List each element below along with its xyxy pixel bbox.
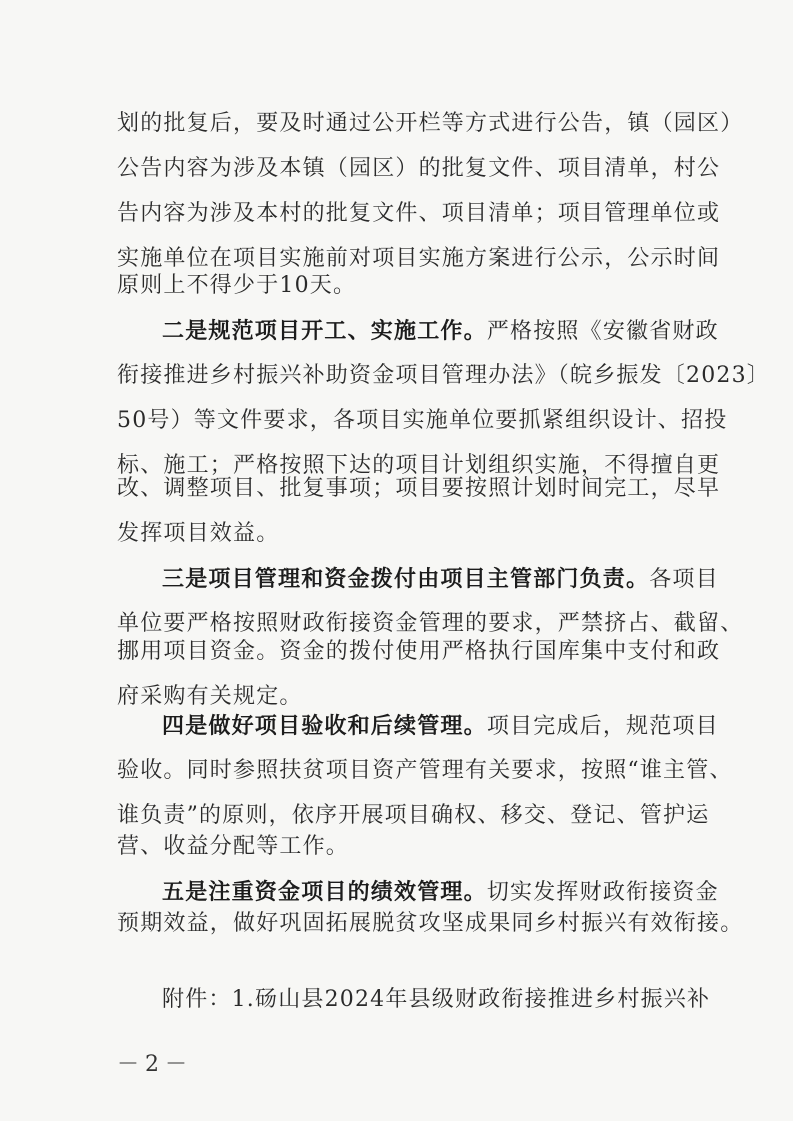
- body-line: 50号）等文件要求，各项目实施单位要抓紧组织设计、招投: [117, 408, 728, 433]
- section-3-first-line: [162, 565, 719, 594]
- body-line: 府采购有关规定。: [117, 684, 303, 709]
- body-line: 公告内容为涉及本镇（园区）的批复文件、项目清单，村公: [117, 156, 721, 181]
- section-5-first-line: [162, 878, 719, 907]
- body-line: 谁负责”的原则，依序开展项目确权、移交、登记、管护运: [117, 803, 710, 828]
- body-line: 挪用项目资金。资金的拨付使用严格执行国库集中支付和政: [117, 639, 721, 664]
- body-line: 发挥项目效益。: [117, 521, 280, 546]
- body-line: 衔接推进乡村振兴补助资金项目管理办法》（皖乡振发〔2023〕: [117, 363, 770, 388]
- body-line: 预期效益，做好巩固拓展脱贫攻坚成果同乡村振兴有效衔接。: [117, 911, 744, 936]
- section-5-lead: 切实发挥财政衔接资金: [486, 880, 719, 905]
- section-2-lead: 严格按照《安徽省财政: [486, 319, 719, 344]
- body-line: 改、调整项目、批复事项；项目要按照计划时间完工，尽早: [117, 476, 721, 501]
- body-line: 验收。同时参照扶贫项目资产管理有关要求，按照“谁主管、: [117, 758, 733, 783]
- body-line: 实施单位在项目实施前对项目实施方案进行公示，公示时间: [117, 246, 721, 271]
- section-3-lead: 各项目: [649, 567, 719, 592]
- section-5-heading: 五是注重资金项目的绩效管理。: [162, 879, 487, 905]
- section-4-first-line: [162, 712, 719, 741]
- body-line: 告内容为涉及本村的批复文件、项目清单；项目管理单位或: [117, 201, 721, 226]
- body-line: 划的批复后，要及时通过公开栏等方式进行公告，镇（园区）: [117, 111, 744, 136]
- body-line: 标、施工；严格按照下达的项目计划组织实施，不得擅自更: [117, 453, 721, 478]
- body-line: 营、收益分配等工作。: [117, 834, 350, 859]
- body-line: 单位要严格按照财政衔接资金管理的要求，严禁挤占、截留、: [117, 611, 744, 636]
- section-4-heading: 四是做好项目验收和后续管理。: [162, 713, 487, 739]
- section-4-lead: 项目完成后，规范项目: [486, 714, 719, 739]
- section-2-heading: 二是规范项目开工、实施工作。: [162, 318, 487, 344]
- section-2-first-line: [162, 317, 719, 346]
- attachment-line: 附件：1.砀山县2024年县级财政衔接推进乡村振兴补: [162, 987, 711, 1012]
- page-number: －2－: [117, 1052, 193, 1077]
- section-3-heading: 三是项目管理和资金拨付由项目主管部门负责。: [162, 566, 650, 592]
- body-line: 原则上不得少于10天。: [117, 273, 357, 298]
